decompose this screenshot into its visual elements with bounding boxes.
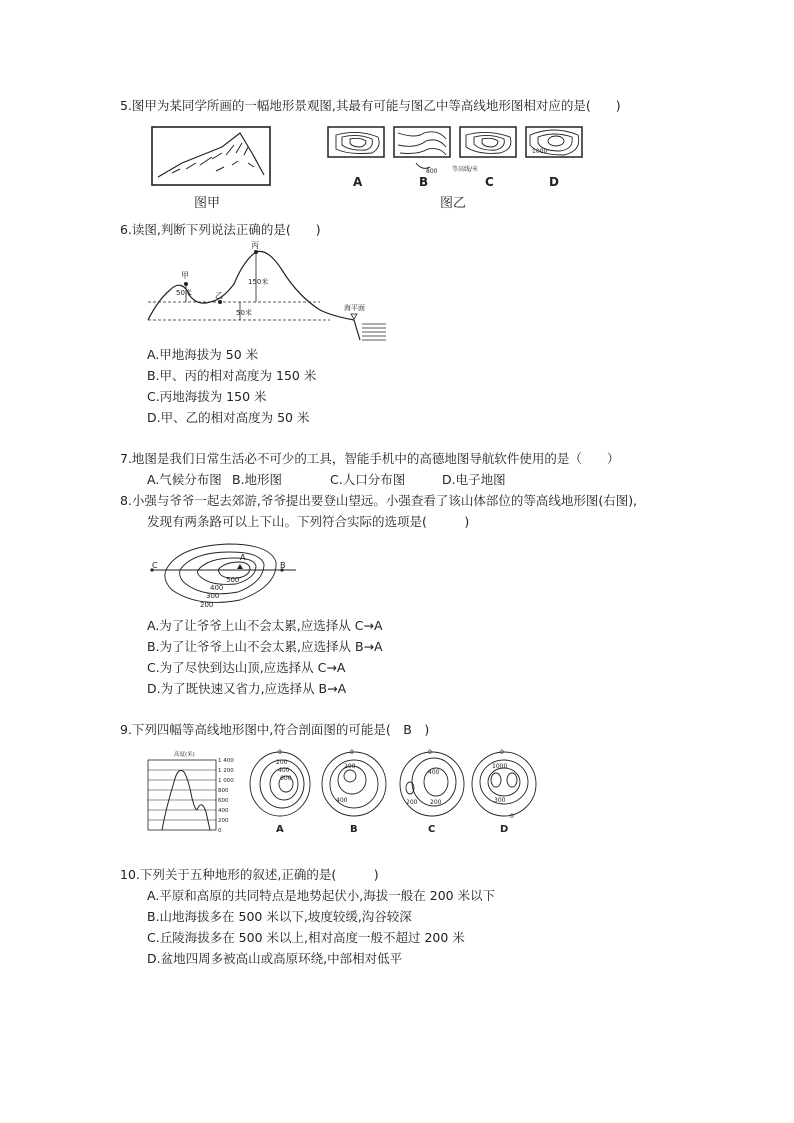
q5-label-b: B [419, 175, 429, 189]
q9-tick-200: 200 [218, 818, 229, 824]
q7-option-c: C.人口分布图 [330, 472, 406, 487]
q7-option-d: D.电子地图 [442, 472, 506, 487]
q6-dim-50-top: 50米 [176, 289, 192, 297]
q8-label-200: 200 [200, 601, 214, 609]
q5-legend-text: 等高线/米 [452, 166, 479, 173]
q9-a-val-600: 600 [280, 775, 292, 782]
q10-option-b: B.山地海拔多在 500 米以下,坡度较缓,沟谷较深 [147, 909, 412, 924]
q5-contour-label: 1000 [532, 148, 548, 155]
q6-profile-figure [148, 240, 388, 344]
q8-option-c: C.为了尽快到达山顶,应选择从 C→A [147, 660, 346, 675]
q8-option-a: A.为了让爷爷上山不会太累,应选择从 C→A [147, 618, 383, 633]
q6-dim-50-bottom: 50米 [236, 309, 252, 317]
q5-figure-jia [152, 125, 272, 217]
q6-option-a: A.甲地海拔为 50 米 [147, 347, 259, 362]
q6-dim-150: 150米 [248, 278, 269, 286]
q9-d-val-1000: 1000 [492, 763, 508, 770]
q7-option-a: A.气候分布图 [147, 472, 222, 487]
q9-tick-400: 400 [218, 808, 229, 814]
q8-label-400: 400 [210, 584, 224, 592]
q9-b-val-400: 400 [336, 797, 348, 804]
q5-caption-yi: 图乙 [440, 196, 467, 211]
q9-tick-1400: 1 400 [218, 758, 234, 764]
q9-tick-1000: 1 000 [218, 778, 234, 784]
q10-option-d: D.盆地四周多被高山或高原环绕,中部相对低平 [147, 951, 403, 966]
q8-label-300: 300 [206, 592, 220, 600]
q8-option-b: B.为了让爷爷上山不会太累,应选择从 B→A [147, 639, 383, 654]
q7-stem: 7.地图是我们日常生活必不可少的工具，智能手机中的高德地图导航软件使用的是（ ） [120, 451, 620, 466]
q9-contour-maps [248, 746, 538, 838]
q9-d-val-0b: 0 [510, 813, 514, 820]
q5-stem: 5.图甲为某同学所画的一幅地形景观图,其最有可能与图乙中等高线地形图相对应的是( ) [120, 98, 621, 113]
q8-label-b: B [280, 561, 286, 570]
q5-caption-jia: 图甲 [194, 196, 221, 211]
q9-d-val-0: 0 [500, 749, 504, 756]
q6-option-b: B.甲、丙的相对高度为 150 米 [147, 368, 317, 383]
q8-stem-line1: 8.小强与爷爷一起去郊游,爷爷提出要登山望远。小强查看了该山体部位的等高线地形图(右图), [120, 493, 638, 508]
q10-option-c: C.丘陵海拔多在 500 米以上,相对高度一般不超过 200 米 [147, 930, 465, 945]
q8-label-c: C [152, 561, 158, 570]
q5-label-c: C [485, 175, 494, 189]
q9-tick-1200: 1 200 [218, 768, 234, 774]
q9-profile-chart [148, 748, 240, 834]
q8-label-500: 500 [226, 576, 240, 584]
q9-c-val-200a: 200 [406, 799, 418, 806]
q6-option-c: C.丙地海拔为 150 米 [147, 389, 267, 404]
q8-option-d: D.为了既快速又省力,应选择从 B→A [147, 681, 347, 696]
q9-tick-800: 800 [218, 788, 229, 794]
q9-a-val-400: 400 [278, 767, 290, 774]
q6-stem: 6.读图,判断下列说法正确的是( ) [120, 222, 321, 237]
q9-a-val-0: 0 [278, 749, 282, 756]
q9-c-val-400: 400 [428, 769, 440, 776]
q10-option-a: A.平原和高原的共同特点是地势起伏小,海拔一般在 200 米以下 [147, 888, 496, 903]
q5-label-a: A [353, 175, 363, 189]
q9-b-val-0: 0 [350, 749, 354, 756]
q6-option-d: D.甲、乙的相对高度为 50 米 [147, 410, 310, 425]
q9-label-d: D [500, 824, 509, 835]
q9-y-title: 高度(米) [174, 752, 195, 758]
q6-point-jia: 甲 [181, 271, 189, 280]
q5-figure-yi [328, 125, 588, 217]
q8-label-a: A [240, 553, 246, 562]
q5-legend-value: 800 [426, 168, 438, 175]
q9-label-a: A [276, 824, 284, 835]
q7-option-b: B.地形图 [232, 472, 283, 487]
q9-c-val-0: 0 [428, 749, 432, 756]
q8-contour-map [148, 538, 308, 612]
q6-sea-level: 海平面 [344, 304, 365, 312]
q9-d-val-300: 300 [494, 797, 506, 804]
q9-tick-0: 0 [218, 828, 222, 834]
q9-tick-600: 600 [218, 798, 229, 804]
q9-label-b: B [350, 824, 358, 835]
q6-point-bing: 丙 [251, 241, 259, 250]
q10-stem: 10.下列关于五种地形的叙述,正确的是( ) [120, 867, 379, 882]
q6-point-yi: 乙 [215, 291, 223, 300]
q9-label-c: C [428, 824, 436, 835]
q8-stem-line2: 发现有两条路可以上下山。下列符合实际的选项是( ) [147, 514, 470, 529]
q5-label-d: D [549, 175, 559, 189]
q9-c-val-200b: 200 [430, 799, 442, 806]
q9-a-val-200: 200 [276, 759, 288, 766]
q9-b-val-200: 200 [344, 763, 356, 770]
q9-stem: 9.下列四幅等高线地形图中,符合剖面图的可能是( B ) [120, 722, 430, 737]
